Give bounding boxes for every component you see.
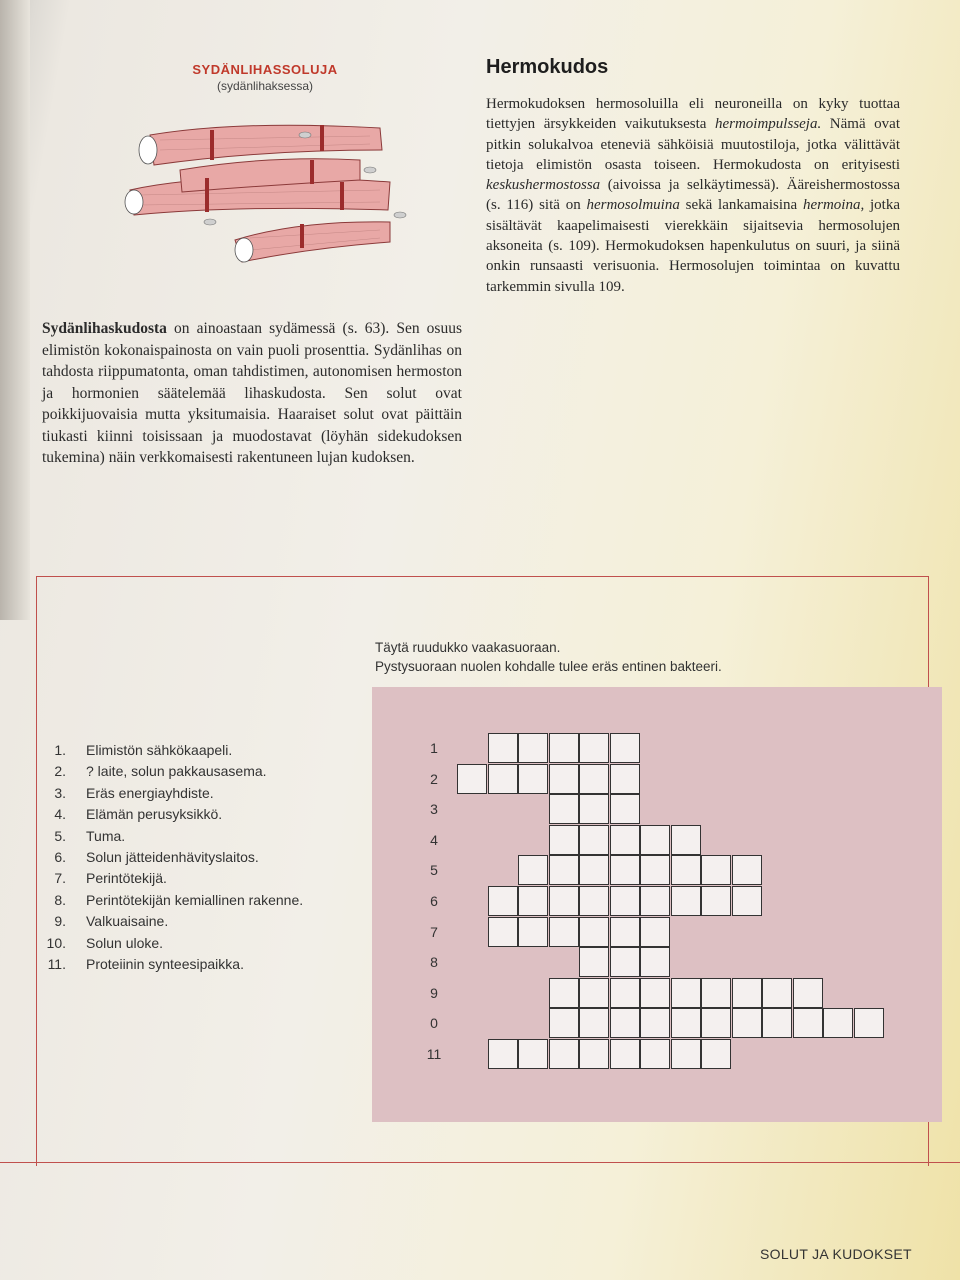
clue-number: 9. [54,913,66,930]
crossword-cell[interactable] [579,794,609,824]
clue-item [36,890,366,911]
crossword-cell[interactable] [488,764,518,794]
crossword-cell[interactable] [579,917,609,947]
italic-term: hermosolmuina [586,197,680,214]
clue-item [36,783,366,804]
crossword-cell[interactable] [579,1008,609,1038]
row-label: 6 [430,893,438,909]
crossword-cell[interactable] [640,978,670,1008]
clue-text: Valkuaisaine. [86,913,169,930]
crossword-cell[interactable] [701,1008,731,1038]
crossword-cell[interactable] [701,886,731,916]
crossword-cell[interactable] [610,886,640,916]
row-label: 1 [430,740,438,756]
crossword-cell[interactable] [518,764,548,794]
crossword-cell[interactable] [610,794,640,824]
crossword-cell[interactable] [823,1008,853,1038]
crossword-cell[interactable] [732,886,762,916]
row-label: 2 [430,770,438,787]
crossword-cell[interactable] [549,794,579,824]
crossword-cell[interactable] [488,733,518,763]
crossword-cell[interactable] [701,978,731,1008]
row-label: 5 [430,862,438,879]
crossword-cell[interactable] [762,1008,792,1038]
crossword-cell[interactable] [579,825,609,855]
clue-item [36,847,366,868]
exercise-box-top-border [36,576,928,577]
crossword-cell[interactable] [671,855,701,885]
instruction-line-2: Pystysuoraan nuolen kohdalle tulee eräs entinen bakteeri. [375,659,722,674]
crossword-cell[interactable] [610,1039,640,1069]
clue-text: Tuma. [86,827,126,844]
figure-subtitle: (sydänlihaksessa) [216,79,314,93]
clue-text: Solun uloke. [86,934,164,951]
crossword-cell[interactable] [701,1039,731,1069]
clue-text: Elimistön sähkökaapeli. [86,742,233,758]
crossword-cell[interactable] [518,886,548,916]
crossword-cell[interactable] [579,1039,609,1069]
crossword-cell[interactable] [549,764,579,794]
crossword-cell[interactable] [610,917,640,947]
crossword-cell[interactable] [640,825,670,855]
clue-number: 4. [54,806,66,823]
crossword-cell[interactable] [793,978,823,1008]
crossword-cell[interactable] [549,733,579,763]
crossword-cell[interactable] [549,1008,579,1038]
row-label: 0 [430,1015,438,1032]
crossword-cell[interactable] [457,764,487,794]
clue-number: 5. [54,827,66,844]
clue-number: 10. [46,934,66,951]
clue-number: 7. [54,870,66,887]
crossword-cell[interactable] [518,1039,548,1069]
instruction-line-1: Täytä ruudukko vaakasuoraan. [375,640,561,655]
crossword-cell[interactable] [640,947,670,977]
crossword-cell[interactable] [579,947,609,977]
cardiac-tissue-paragraph [42,318,462,469]
crossword-grid [372,687,942,1122]
cardiac-muscle-illustration [120,110,420,270]
text-run: sekä lankamaisina [679,197,803,214]
crossword-cell[interactable] [488,886,518,916]
clue-item [36,761,366,782]
crossword-cell[interactable] [549,855,579,885]
crossword-cell[interactable] [671,978,701,1008]
clue-text: Perintötekijä. [86,870,167,887]
page-footer: SOLUT JA KUDOKSET [760,1246,912,1262]
crossword-cell[interactable] [518,917,548,947]
crossword-cell[interactable] [518,733,548,763]
crossword-cell[interactable] [610,825,640,855]
clue-text: Eräs energiayhdiste. [86,784,214,801]
crossword-cell[interactable] [610,1008,640,1038]
row-label: 7 [430,923,438,940]
clue-text: Elämän perusyksikkö. [86,806,223,823]
crossword-cell[interactable] [610,947,640,977]
crossword-cell[interactable] [549,1039,579,1069]
crossword-cell[interactable] [579,733,609,763]
clue-text: Perintötekijän kemiallinen rakenne. [86,891,304,908]
text-run: jotka sisältävät kaapelimaisesti vierekkäin sijaitsevia hermosolujen aksoneita (s. 109). Hermokudoksen hapenkulutus on suuri, ja siinä onkin runsaasti verisuonia. Hermosolujen toimintaa on kuvattu tarkemmin sivulla 109. [486,197,900,295]
crossword-cell[interactable] [793,1008,823,1038]
clue-list [36,740,366,975]
clue-item [36,933,366,954]
crossword-cell[interactable] [732,855,762,885]
crossword-cell[interactable] [488,1039,518,1069]
book-spine-shadow [0,0,30,620]
clue-number: 2. [54,763,66,780]
crossword-cell[interactable] [518,855,548,885]
clue-item [36,911,366,932]
crossword-cell[interactable] [610,855,640,885]
puzzle-instructions [375,638,895,676]
clue-item [36,740,366,761]
clue-item [36,954,366,975]
clue-item [36,826,366,847]
row-label: 3 [430,801,438,818]
crossword-cell[interactable] [549,978,579,1008]
crossword-cell[interactable] [640,1008,670,1038]
cardiac-tissue-text: on ainoastaan sydämessä (s. 63). Sen osuus elimistön kokonaispainosta on vain puoli prosenttia. Sydänlihas on tahdosta riippumatonta, oman tahdistimen, autonomisen hermoston ja hormonien säätelemää lihaskudosta. Sen solut ovat poikkijuovaisia mutta yksitumaisia. Haaraiset solut ovat päittäin tiukasti kiinni toisissaan ja muodostavat (löyhän sidekudoksen tukemina) näin verkkomaisesti rakentuneen lujan kudoksen. [42,320,462,466]
crossword-cell[interactable] [549,886,579,916]
clue-text: ? laite, solun pakkausasema. [86,763,267,780]
crossword-cell[interactable] [549,825,579,855]
clue-number: 11. [47,956,66,973]
crossword-cell[interactable] [640,917,670,947]
row-label: 8 [430,954,438,971]
text-run: (aivoissa ja selkäytimessä). Ääreishermostossa (s. 116) sitä on [486,177,900,214]
crossword-cell[interactable] [732,978,762,1008]
cardiac-tissue-term: Sydänlihaskudosta [42,320,167,337]
crossword-cell[interactable] [762,978,792,1008]
crossword-cell[interactable] [579,764,609,794]
crossword-cell[interactable] [671,825,701,855]
text-run: Hermokudoksen hermosoluilla eli neuroneilla on kyky tuottaa tiettyjen ärsykkeiden vaikutuksesta [486,96,900,133]
italic-term: hermoimpulsseja. [714,116,822,133]
crossword-cell[interactable] [579,855,609,885]
crossword-cell[interactable] [671,886,701,916]
clue-number: 1. [54,742,66,758]
crossword-cell[interactable] [610,733,640,763]
clue-item [36,804,366,825]
crossword-cell[interactable] [488,917,518,947]
crossword-cell[interactable] [640,855,670,885]
crossword-cell[interactable] [701,855,731,885]
crossword-cell[interactable] [640,886,670,916]
exercise-box-bottom-border [0,1162,960,1163]
crossword-cell[interactable] [671,1008,701,1038]
clue-text: Proteiinin synteesipaikka. [86,956,244,973]
crossword-cell[interactable] [610,764,640,794]
italic-term: keskushermostossa [486,177,601,194]
text-run: Nämä ovat pitkin solukalvoa eteneviä sähköisiä muutostiloja, jotka välittävät tietoja elimistön osasta toiseen. Hermokudosta on erityisesti [486,116,901,173]
crossword-cell[interactable] [671,1039,701,1069]
crossword-cell[interactable] [549,917,579,947]
clue-item [36,868,366,889]
crossword-cell[interactable] [579,978,609,1008]
italic-term: hermoina, [802,197,865,214]
clue-number: 8. [54,891,66,908]
clue-text: Solun jätteidenhävityslaitos. [86,849,259,866]
crossword-cell[interactable] [640,1039,670,1069]
crossword-cell[interactable] [732,1008,762,1038]
figure-title: SYDÄNLIHASSOLUJA [192,62,338,77]
crossword-cell[interactable] [579,886,609,916]
section-heading: Hermokudos [486,56,609,78]
row-label: 4 [430,831,438,848]
row-label: 11 [426,1046,442,1062]
crossword-cell[interactable] [610,978,640,1008]
clue-number: 6. [54,849,66,866]
clue-number: 3. [54,784,66,801]
crossword-cell[interactable] [854,1008,884,1038]
nerve-tissue-paragraph [486,94,900,297]
row-label: 9 [430,984,438,1001]
